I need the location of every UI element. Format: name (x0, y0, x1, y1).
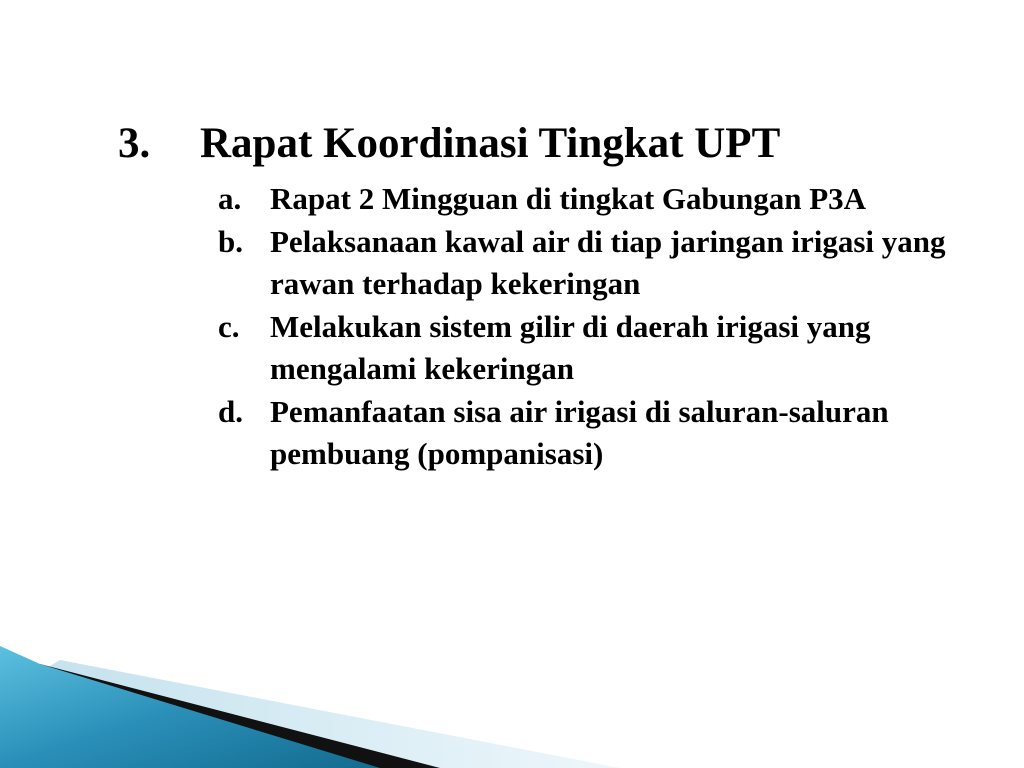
heading-title: Rapat Koordinasi Tingkat UPT (200, 120, 781, 167)
light-ribbon-shape (40, 660, 620, 768)
list-marker: a. (218, 181, 242, 216)
list-item (218, 391, 978, 476)
sub-item-list (218, 178, 978, 476)
slide-heading (118, 116, 780, 172)
blue-band-shape (0, 646, 380, 768)
list-item-text: Melakukan sistem gilir di daerah irigasi yang mengalami kekeringan (270, 308, 871, 386)
list-item (218, 306, 978, 391)
list-marker: c. (218, 308, 240, 344)
list-item-text: Pemanfaatan sisa air irigasi di saluran-saluran pembuang (pompanisasi) (270, 393, 889, 471)
list-marker: d. (218, 393, 243, 429)
list-item-text: Pelaksanaan kawal air di tiap jaringan irigasi yang rawan terhadap kekeringan (270, 223, 946, 301)
dark-stripe-shape (20, 664, 440, 768)
list-marker: b. (218, 223, 243, 259)
list-item (218, 221, 978, 306)
list-item-text: Rapat 2 Mingguan di tingkat Gabungan P3A (270, 181, 867, 216)
list-item (218, 178, 978, 221)
heading-number: 3. (118, 120, 151, 167)
